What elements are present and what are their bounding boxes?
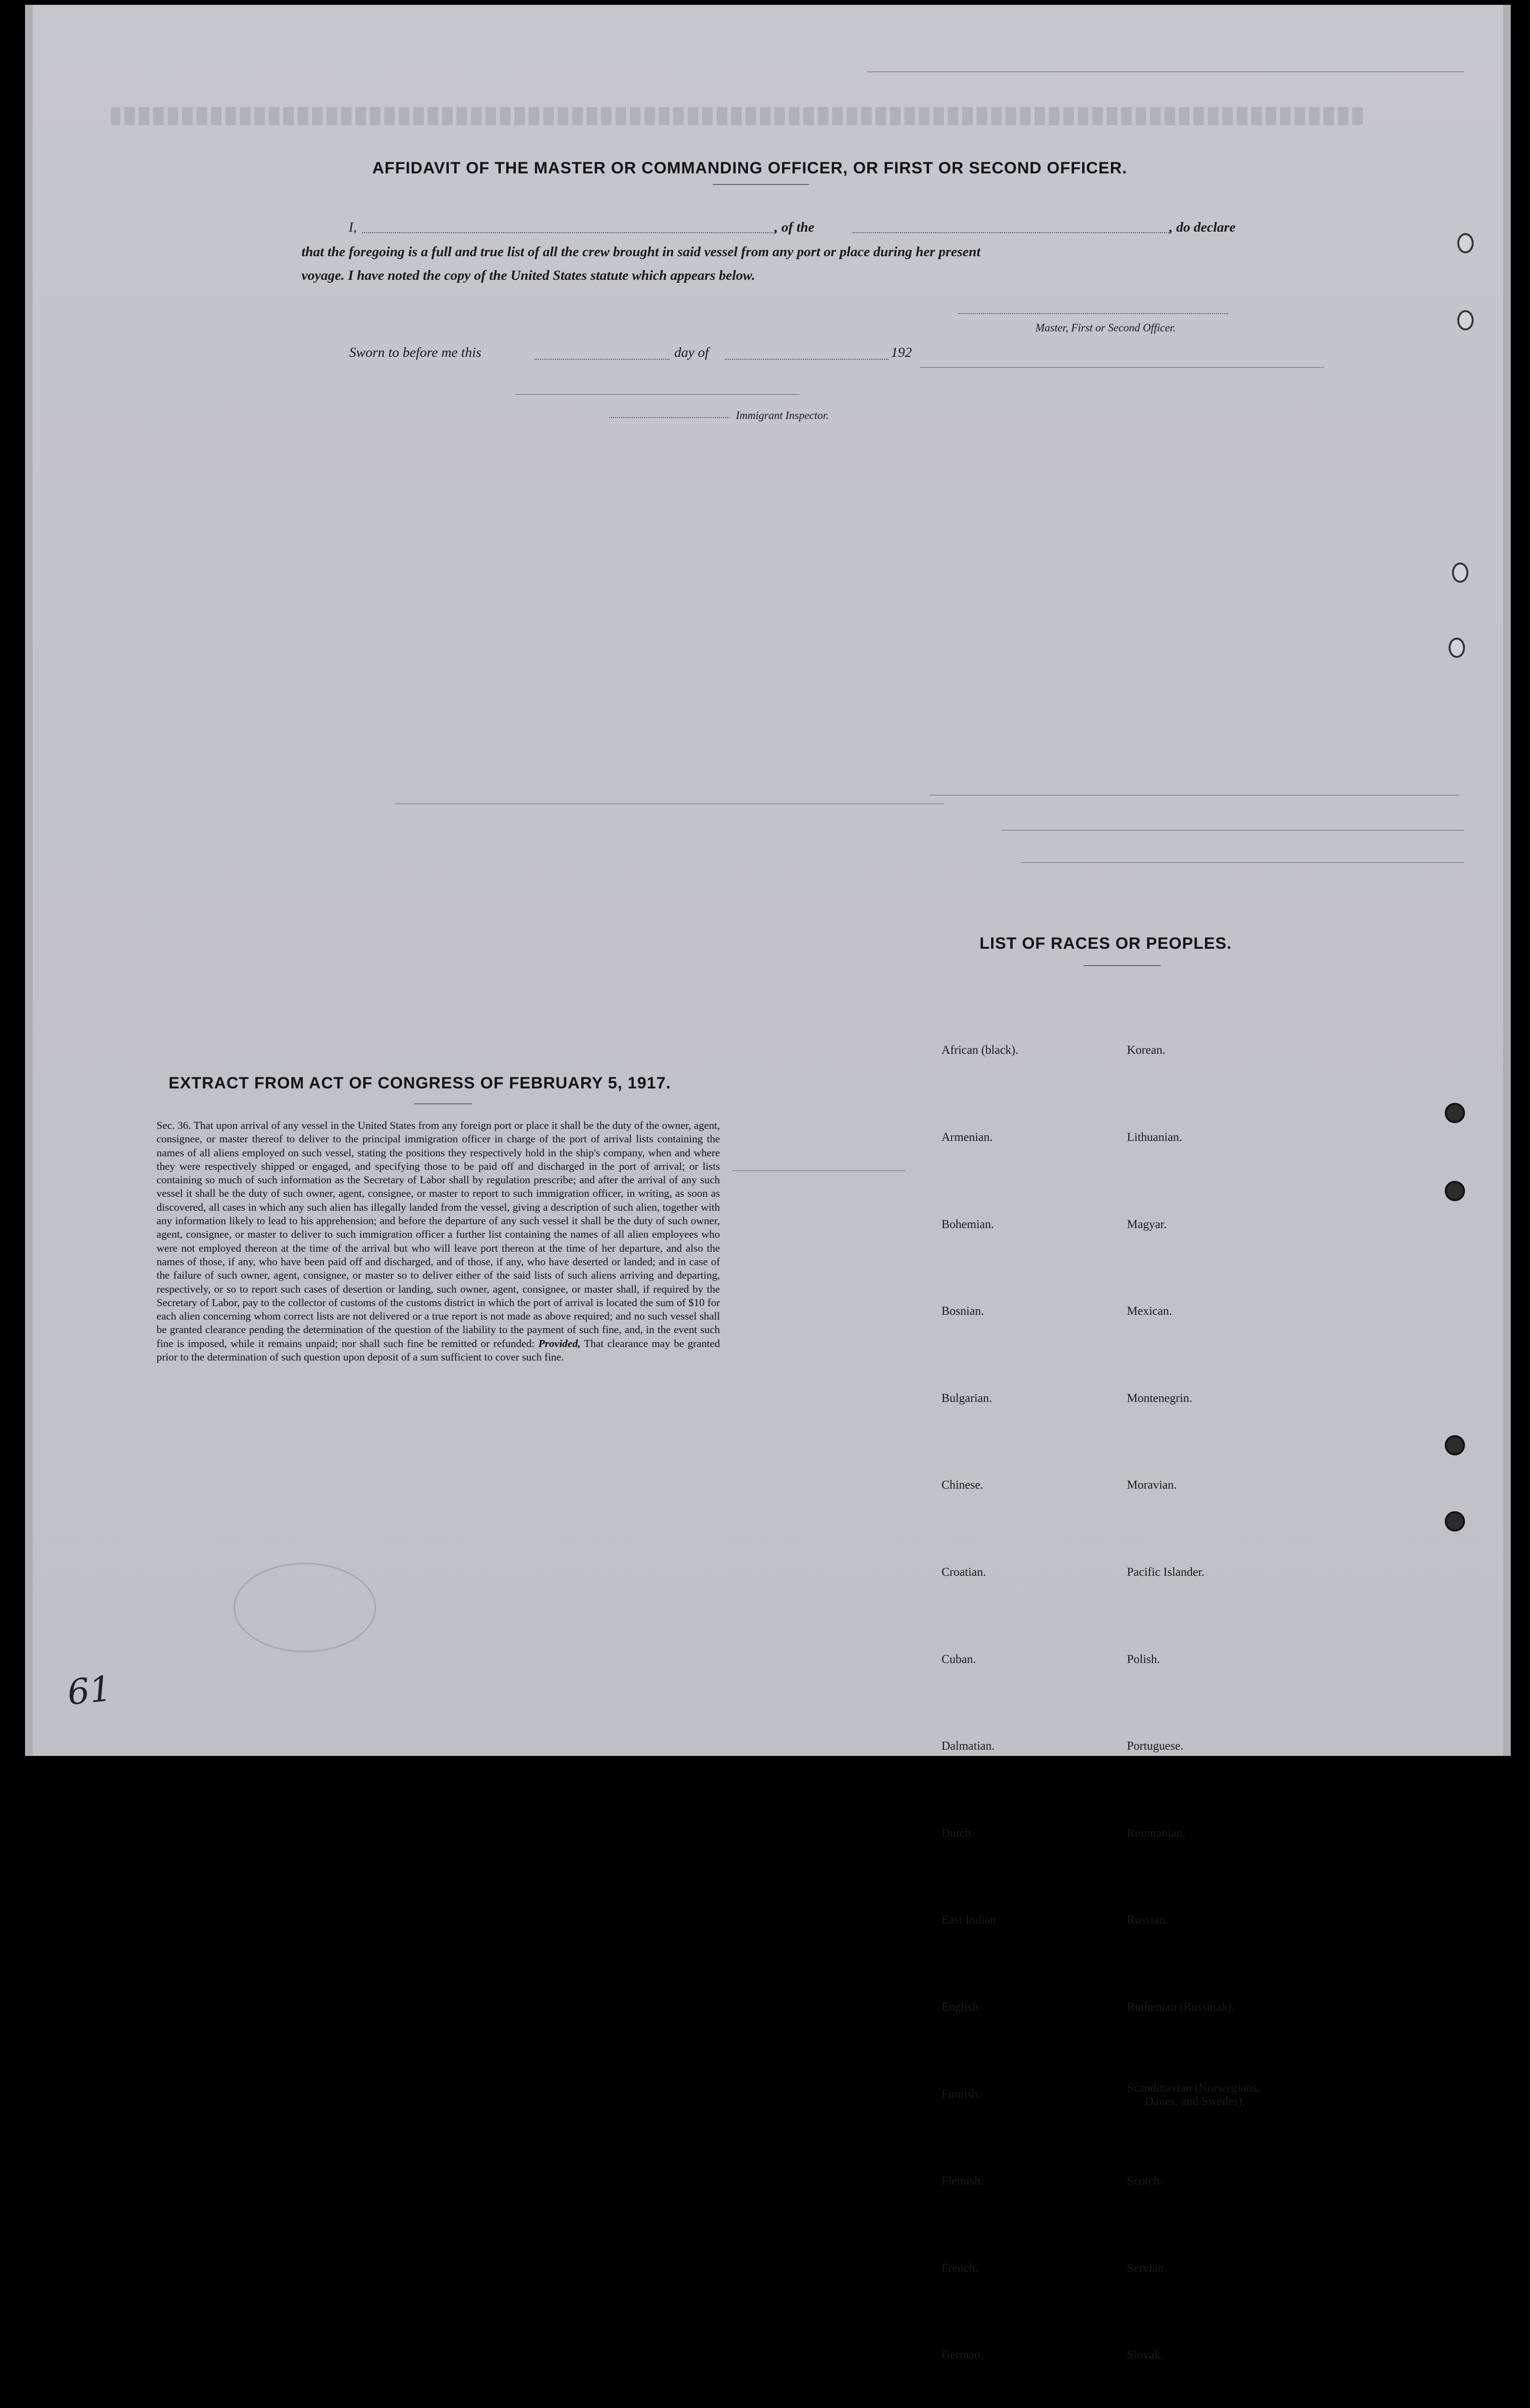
faint-rule-2 xyxy=(929,795,1459,796)
manifest-page xyxy=(25,5,1511,1756)
extract-title: EXTRACT FROM ACT OF CONGRESS OF FEBRUARY 5, 1917. xyxy=(169,1074,671,1092)
faint-rule-top xyxy=(867,71,1464,72)
extract-title-rule xyxy=(414,1103,472,1104)
races-title: LIST OF RACES OR PEOPLES. xyxy=(980,934,1232,953)
race-item: Chinese. xyxy=(942,1479,983,1492)
page-left-edge xyxy=(25,5,33,1756)
race-item: Magyar. xyxy=(1127,1217,1167,1231)
affidavit-title: AFFIDAVIT OF THE MASTER OR COMMANDING OFFICER, OR FIRST OR SECOND OFFICER. xyxy=(372,159,1127,177)
extract-body-end: That clearance may be granted prior to the determination of such question upon deposit of a sum sufficient to cover such fine. xyxy=(157,1337,720,1363)
inspector-signature-line xyxy=(515,394,799,395)
race-item: Dalmatian. xyxy=(942,1740,995,1753)
master-name-blank xyxy=(362,232,775,233)
races-title-rule xyxy=(1084,965,1161,966)
sworn-year: 192 xyxy=(891,345,912,360)
faint-rule-4 xyxy=(1021,862,1464,863)
extract-provided: Provided, xyxy=(538,1337,581,1349)
sworn-day-blank xyxy=(535,359,669,360)
race-item: African (black). xyxy=(942,1044,1019,1057)
faint-stamp xyxy=(234,1563,376,1652)
race-item: Cuban. xyxy=(942,1652,976,1666)
handwritten-page-number: 61 xyxy=(65,1668,114,1713)
race-item: Moravian. xyxy=(1127,1479,1177,1492)
inspector-caption: Immigrant Inspector. xyxy=(736,409,829,421)
race-item: Bohemian. xyxy=(942,1217,994,1231)
race-item: Portuguese. xyxy=(1127,1740,1184,1753)
master-signature-blank xyxy=(958,313,1228,314)
punch-hole xyxy=(1445,1511,1465,1531)
race-item: Mexican. xyxy=(1127,1305,1172,1318)
races-right-column xyxy=(1127,978,1264,2408)
race-item: Servian. xyxy=(1127,2261,1167,2275)
punch-hole xyxy=(1445,1181,1465,1201)
faint-rule-3 xyxy=(1002,830,1464,831)
sworn-month-blank xyxy=(725,359,889,360)
race-item: Pacific Islander. xyxy=(1127,1565,1205,1579)
race-item: Polish. xyxy=(1127,1652,1160,1666)
race-item: Croatian. xyxy=(942,1565,986,1579)
race-item: French. xyxy=(942,2261,978,2275)
race-item: Russian. xyxy=(1127,1913,1168,1927)
punch-hole xyxy=(1445,1435,1465,1455)
punch-hole xyxy=(1449,638,1465,658)
inspector-signature-blank xyxy=(609,417,730,418)
affidavit-line1-of-the: , of the xyxy=(774,220,814,235)
sworn-text: Sworn to before me this xyxy=(349,345,482,360)
extract-body xyxy=(157,1119,720,1364)
race-item: Montenegrin. xyxy=(1127,1391,1192,1405)
affidavit-title-rule xyxy=(713,184,809,185)
punch-hole xyxy=(1457,310,1474,330)
master-signature-caption: Master, First or Second Officer. xyxy=(1035,322,1176,334)
race-item: Flemish. xyxy=(942,2174,983,2188)
races-left-column xyxy=(942,978,1019,2408)
punch-hole xyxy=(1445,1103,1465,1123)
race-item: English. xyxy=(942,2000,981,2014)
faint-rule-1 xyxy=(395,803,944,804)
race-item: Scandinavian (Norwegians, Danes, and Swedes). xyxy=(1127,2081,1260,2108)
page-right-edge xyxy=(1503,5,1511,1756)
faint-rule-5 xyxy=(732,1170,905,1171)
race-item: Lithuanian. xyxy=(1127,1131,1182,1144)
vessel-name-blank xyxy=(852,232,1170,233)
extract-body-start: Sec. 36. That upon arrival of any vessel in the United States from any foreign port or place it shall be the duty of the owner, agent, consignee, or master thereof to deliver to the principal immigration officer in charge of the port of arrival lists containing the names of all aliens employed on such vessel, stating the positions they respectively hold in the ship's company, when and where they were respectively shipped or engaged, and specifying those to be paid off and discharged in the port of arrival; or lists containing so much of such information as the Secretary of Labor shall by regulation prescribe; and after the arrival of any such vessel it shall be the duty of such owner, agent, consignee, or master to report to such immigration officer, in writing, as soon as discovered, all cases in which any such alien has illegally landed from the vessel, giving a description of such alien, together with any information likely to lead to his apprehension; and before the departure of any such vessel it shall be the duty of such owner, agent, consignee, or master to deliver to such immigration officer a further list containing the names of all alien employees who were not employed thereon at the time of the arrival but who will leave port thereon at the time of her departure, and also the names of those, if any, who have been paid off and discharged, and of those, if any, who have deserted or landed; and in case of the failure of such owner, agent, consignee, or master so to deliver either of the said lists of such aliens arriving and departing, respectively, or so to report such cases of desertion or landing, such owner, agent, consignee, or master shall, if required by the Secretary of Labor, pay to the collector of customs of the customs district in which the port of arrival is located the sum of $10 for each alien concerning whom correct lists are not delivered or a true report is not made as above required; and no such vessel shall be granted clearance pending the determination of the question of the liability to the payment of such fine, and, in the event such fine is imposed, while it remains unpaid; nor shall such fine be remitted or refunded: xyxy=(157,1119,720,1349)
sworn-day-of: day of xyxy=(674,345,709,360)
race-item: Bosnian. xyxy=(942,1305,984,1318)
race-item: Armenian. xyxy=(942,1131,993,1144)
punch-hole xyxy=(1452,563,1468,583)
affidavit-line1-i: I, xyxy=(349,220,357,235)
bleed-through-heading xyxy=(111,107,1363,125)
race-item: Dutch. xyxy=(942,1826,974,1840)
race-item: Ruthenian (Russniak). xyxy=(1127,2000,1235,2014)
race-item: German. xyxy=(942,2348,983,2362)
race-item: Finnish. xyxy=(942,2087,981,2101)
race-item: Slovak. xyxy=(1127,2348,1164,2362)
race-item: East Indian. xyxy=(942,1913,999,1927)
race-item: Korean. xyxy=(1127,1044,1165,1057)
race-item: Scotch. xyxy=(1127,2174,1163,2188)
affidavit-line2: that the foregoing is a full and true list of all the crew brought in said vessel from any port or place during her present xyxy=(301,244,981,260)
faint-rule-sworn xyxy=(920,367,1324,368)
race-item: Bulgarian. xyxy=(942,1391,992,1405)
race-item: Roumanian. xyxy=(1127,1826,1186,1840)
affidavit-line3: voyage. I have noted the copy of the United States statute which appears below. xyxy=(301,268,756,283)
affidavit-line1-declare: , do declare xyxy=(1169,220,1236,235)
punch-hole xyxy=(1457,233,1474,253)
